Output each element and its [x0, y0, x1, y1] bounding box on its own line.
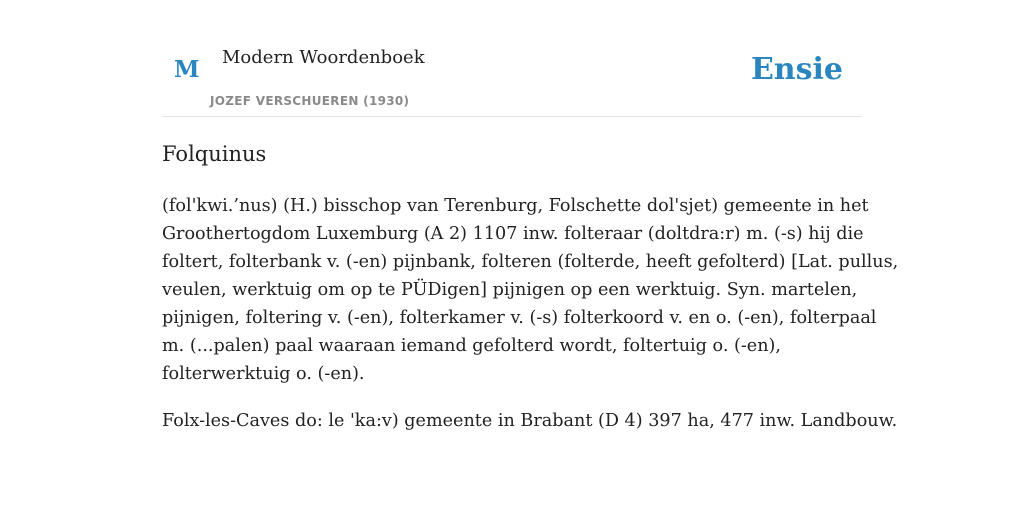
book-author: JOZEF VERSCHUEREN (1930) [210, 94, 410, 108]
entry-line: folterwerktuig o. (-en). [162, 364, 365, 384]
site-logo[interactable]: Ensie [750, 52, 843, 87]
book-m-icon: M [174, 56, 200, 83]
entry-title: Folquinus [162, 142, 267, 166]
entry-paragraph [162, 407, 898, 435]
header [162, 0, 862, 117]
entry-line: (fol'kwi.’nus) (H.) bisschop van Terenburg, Folschette dol'sjet) gemeente in het [162, 196, 869, 216]
entry-line: veulen, werktuig om op te PÜDigen] pijnigen op een werktuig. Syn. martelen, [162, 280, 858, 300]
entry-line: pijnigen, foltering v. (-en), folterkamer v. (-s) folterkoord v. en o. (-en), folterpaal [162, 308, 877, 328]
entry-line: foltert, folterbank v. (-en) pijnbank, folteren (folterde, heeft gefolterd) [Lat. pullus, [162, 252, 899, 272]
entry-paragraph [162, 192, 899, 388]
entry-line: m. (...palen) paal waaraan iemand gefolterd wordt, foltertuig o. (-en), [162, 336, 782, 356]
entry-line: Groothertogdom Luxemburg (A 2) 1107 inw. folteraar (doltdra:r) m. (-s) hij die [162, 224, 864, 244]
book-title[interactable]: Modern Woordenboek [222, 47, 425, 68]
entry-line: Folx-les-Caves do: le 'ka:v) gemeente in Brabant (D 4) 397 ha, 477 inw. Landbouw. [162, 411, 898, 431]
